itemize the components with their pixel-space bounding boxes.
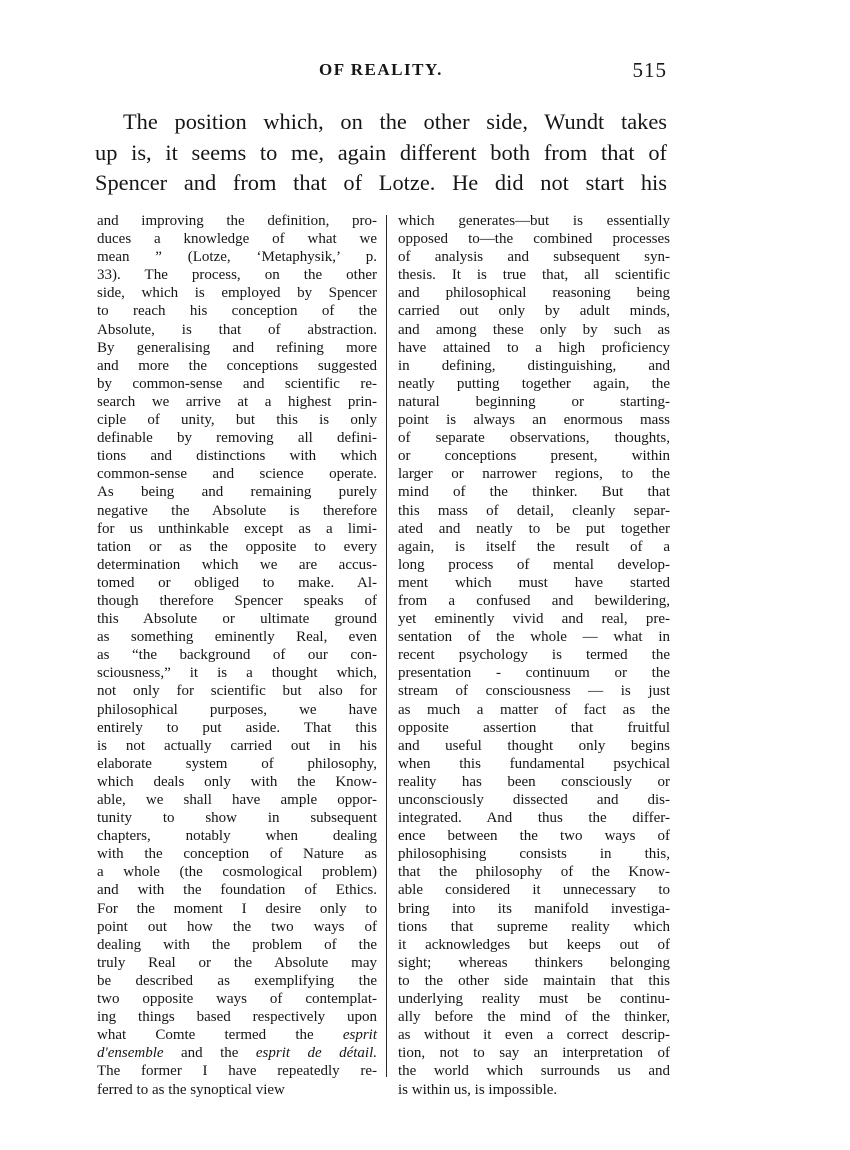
footnote-line: presentation - continuum or the — [398, 665, 670, 682]
footnote-line: and more the conceptions suggested — [97, 357, 377, 374]
footnote-line: a whole (the cosmological problem) — [97, 864, 377, 881]
footnote-line: side, which is employed by Spencer — [97, 285, 377, 302]
footnote-line: entirely to put aside. That this — [97, 719, 377, 736]
footnote-line: recent psychology is termed the — [398, 647, 670, 664]
footnote-line: as something eminently Real, even — [97, 629, 377, 646]
footnote-line: negative the Absolute is therefore — [97, 502, 377, 519]
footnote-line: point is always an enormous mass — [398, 412, 670, 429]
footnote-line: have attained to a high proficiency — [398, 339, 670, 356]
running-title: OF REALITY. — [319, 60, 443, 79]
footnote-line: neatly putting together again, the — [398, 375, 670, 392]
footnote-line: carried out only by adult minds, — [398, 303, 670, 320]
footnote-line: and improving the definition, pro- — [97, 213, 377, 229]
footnote-line: determination which we are accus- — [97, 556, 377, 573]
footnote-line: opposed to—the combined processes — [398, 231, 670, 248]
footnote-line: larger or narrower regions, to the — [398, 466, 670, 483]
footnote-line: search we arrive at a highest prin- — [97, 393, 377, 410]
footnote-line: The former I have repeatedly re- — [97, 1063, 377, 1080]
footnote-line: ciple of unity, but this is only — [97, 412, 377, 429]
footnote-line: which generates—but is essentially — [398, 213, 670, 229]
footnote-line: dealing with the problem of the — [97, 936, 377, 953]
footnote-line: tunity to show in subsequent — [97, 810, 377, 827]
footnote-line: from a confused and bewildering, — [398, 592, 670, 609]
footnote-line: of separate observations, thoughts, — [398, 430, 670, 447]
footnote-line: again, is itself the result of a — [398, 538, 670, 555]
main-text-line: up is, it seems to me, again different both from that of — [95, 139, 667, 165]
footnote-line: and with the foundation of Ethics. — [97, 882, 377, 899]
footnote-line: stream of consciousness — is just — [398, 683, 670, 700]
footnote-line: as much a matter of fact as the — [398, 701, 670, 718]
footnote-line: tions that supreme reality which — [398, 918, 670, 935]
footnote-line: d'ensemble and the esprit de détail. — [97, 1045, 377, 1062]
footnote-line: long process of mental develop- — [398, 556, 670, 573]
footnote-line: mean ” (Lotze, ‘Metaphysik,’ p. — [97, 249, 377, 266]
footnote-line: though therefore Spencer speaks of — [97, 592, 377, 609]
footnote-line: philosophising consists in this, — [398, 846, 670, 863]
footnote-line: it acknowledges but keeps out of — [398, 936, 670, 953]
footnote-line: with the conception of Nature as — [97, 846, 377, 863]
footnote-line: able, we shall have ample oppor- — [97, 792, 377, 808]
footnote-line: truly Real or the Absolute may — [97, 954, 377, 971]
footnote-line: ally before the mind of the thinker, — [398, 1009, 670, 1026]
footnote-line: elaborate system of philosophy, — [97, 755, 377, 772]
footnote-left-column — [97, 212, 377, 1099]
footnote-line: when this fundamental psychical — [398, 755, 670, 772]
footnote-line: reality has been consciously or — [398, 773, 670, 790]
main-body-text — [95, 107, 667, 199]
footnote-line: tion, not to say an interpretation of — [398, 1045, 670, 1062]
footnote-line: not only for scientific but also for — [97, 683, 377, 700]
column-divider — [386, 215, 387, 1077]
footnote-line: tomed or obliged to make. Al- — [97, 574, 377, 591]
main-text-line: Spencer and from that of Lotze. He did not start his — [95, 170, 667, 195]
footnote-line: this mass of detail, cleanly separ- — [398, 502, 670, 519]
page-number: 515 — [632, 58, 667, 82]
footnote-line: philosophical purposes, we have — [97, 701, 377, 718]
footnote-line: ferred to as the synoptical view — [97, 1081, 285, 1098]
footnote-line: As being and remaining purely — [97, 484, 377, 501]
footnote-line: 33). The process, on the other — [97, 267, 377, 284]
running-head — [95, 58, 667, 86]
footnote-line: bring into its manifold investiga- — [398, 900, 670, 917]
footnote-line: be described as exemplifying the — [97, 972, 377, 989]
footnote-line: point out how the two ways of — [97, 918, 377, 935]
footnote-line: sciousness,” it is a thought which, — [97, 665, 377, 682]
footnote-line: which deals only with the Know- — [97, 773, 377, 790]
footnote-line: yet eminently vivid and real, pre- — [398, 611, 670, 628]
footnote-line: For the moment I desire only to — [97, 900, 377, 917]
footnote-line: ence between the two ways of — [398, 828, 670, 845]
footnote-line: for us unthinkable except as a limi- — [97, 520, 377, 537]
footnote-line: common-sense and science operate. — [97, 466, 377, 483]
footnote-line: thesis. It is true that, all scientific — [398, 267, 670, 284]
footnote-line: natural beginning or starting- — [398, 393, 670, 410]
footnote-line: chapters, notably when dealing — [97, 828, 377, 845]
footnote-line: or conceptions present, within — [398, 448, 670, 465]
footnote-line: two opposite ways of contemplat- — [97, 991, 377, 1008]
footnote-line: that the philosophy of the Know- — [398, 864, 670, 881]
footnote-line: tions and distinctions with which — [97, 448, 377, 465]
footnote-line: By generalising and refining more — [97, 339, 377, 356]
footnote-line: unconsciously dissected and dis- — [398, 792, 670, 808]
footnote-line: as “the background of our con- — [97, 647, 377, 664]
footnote-line: and among these only by such as — [398, 321, 670, 338]
footnote-line: in defining, distinguishing, and — [398, 357, 670, 374]
footnote-line: mind of the thinker. But that — [398, 484, 670, 501]
footnote-line: of analysis and subsequent syn- — [398, 249, 670, 266]
footnote-line: this Absolute or ultimate ground — [97, 611, 377, 628]
footnote-line: duces a knowledge of what we — [97, 231, 377, 248]
footnote-line: is within us, is impossible. — [398, 1081, 558, 1098]
footnote-line: what Comte termed the esprit — [97, 1027, 377, 1044]
footnote-line: Absolute, is that of abstraction. — [97, 321, 377, 338]
footnote-line: sentation of the whole — what in — [398, 629, 670, 646]
footnote-line: opposite assertion that fruitful — [398, 719, 670, 736]
footnote-line: and useful thought only begins — [398, 737, 670, 754]
footnote-line: ing things based respectively upon — [97, 1009, 377, 1026]
footnote-line: underlying reality must be continu- — [398, 991, 670, 1008]
footnote-line: tation or as the opposite to every — [97, 538, 377, 555]
footnote-line: as without it even a correct descrip- — [398, 1027, 670, 1044]
footnote-line: sight; whereas thinkers belonging — [398, 954, 670, 971]
footnote-line: able considered it unnecessary to — [398, 882, 670, 899]
footnote-right-column — [398, 212, 670, 1099]
footnote-line: ated and neatly to be put together — [398, 520, 670, 537]
footnote-line: definable by removing all defini- — [97, 430, 377, 447]
footnote-line: is not actually carried out in his — [97, 737, 377, 754]
footnote-line: to the other side maintain that this — [398, 972, 670, 989]
footnote-line: to reach his conception of the — [97, 303, 377, 320]
main-text-line: The position which, on the other side, Wundt takes — [123, 109, 667, 134]
footnote-line: by common-sense and scientific re- — [97, 375, 377, 392]
footnote-line: and philosophical reasoning being — [398, 285, 670, 302]
footnote-line: the world which surrounds us and — [398, 1063, 670, 1080]
footnote-line: integrated. And thus the differ- — [398, 810, 670, 827]
footnote-line: ment which must have started — [398, 574, 670, 591]
